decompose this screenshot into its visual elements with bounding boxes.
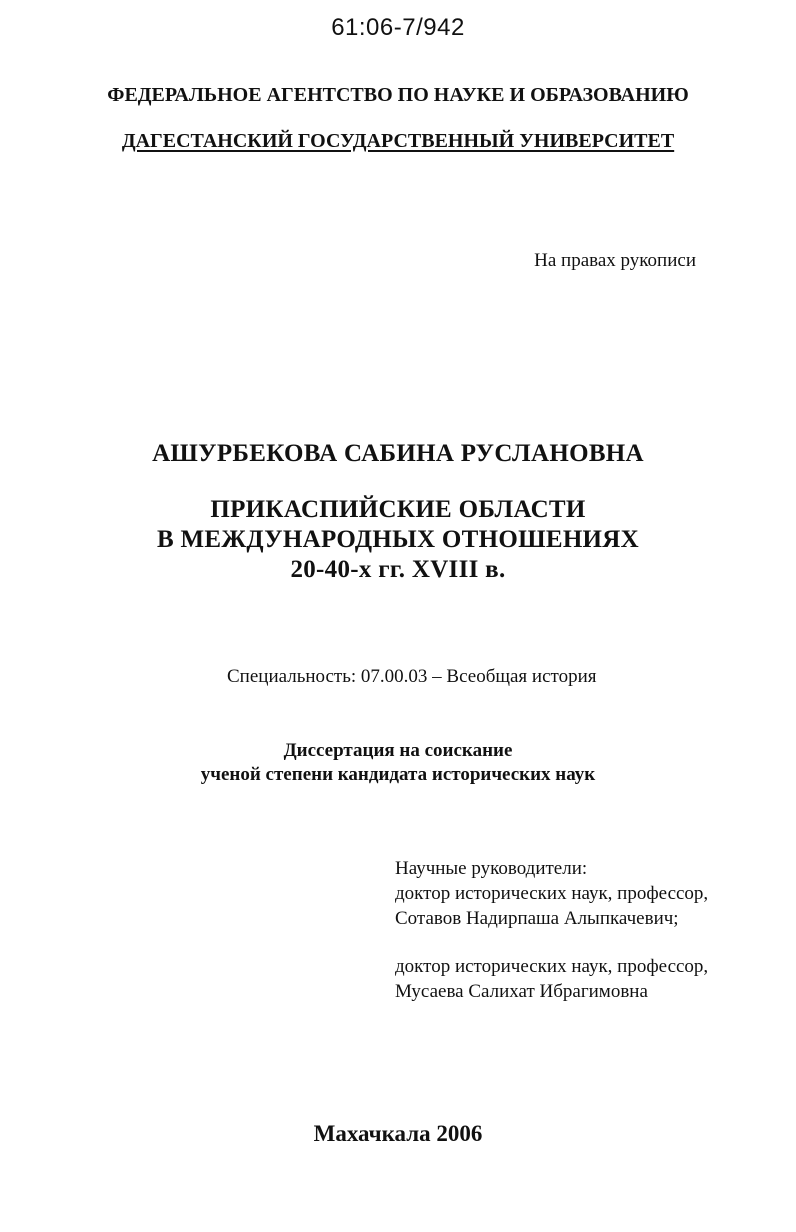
degree-line-2: ученой степени кандидата исторических наук [200,764,596,785]
university-heading: ДАГЕСТАНСКИЙ ГОСУДАРСТВЕННЫЙ УНИВЕРСИТЕТ [121,130,675,152]
degree-line-1: Диссертация на соискание [283,740,513,761]
agency-heading: ФЕДЕРАЛЬНОЕ АГЕНТСТВО ПО НАУКЕ И ОБРАЗОВАНИЮ [107,84,689,106]
specialty: Специальность: 07.00.03 – Всеобщая история [227,666,597,687]
archive-code: 61:06-7/942 [331,14,465,41]
city-year: Махачкала 2006 [313,1121,483,1146]
title-line-1: ПРИКАСПИЙСКИЕ ОБЛАСТИ [210,496,586,523]
supervisor-2-degree: доктор исторических наук, профессор, [395,956,709,977]
title-line-3: 20-40-х гг. XVIII в. [290,556,506,583]
supervisors-heading: Научные руководители: [395,858,588,879]
supervisor-1-degree: доктор исторических наук, профессор, [395,883,709,904]
title-line-2: В МЕЖДУНАРОДНЫХ ОТНОШЕНИЯХ [156,526,640,553]
author-name: АШУРБЕКОВА САБИНА РУСЛАНОВНА [152,440,644,467]
supervisor-1-name: Сотавов Надирпаша Алыпкачевич; [395,908,679,929]
supervisor-2-name: Мусаева Салихат Ибрагимовна [395,981,648,1002]
manuscript-note: На правах рукописи [534,250,696,271]
